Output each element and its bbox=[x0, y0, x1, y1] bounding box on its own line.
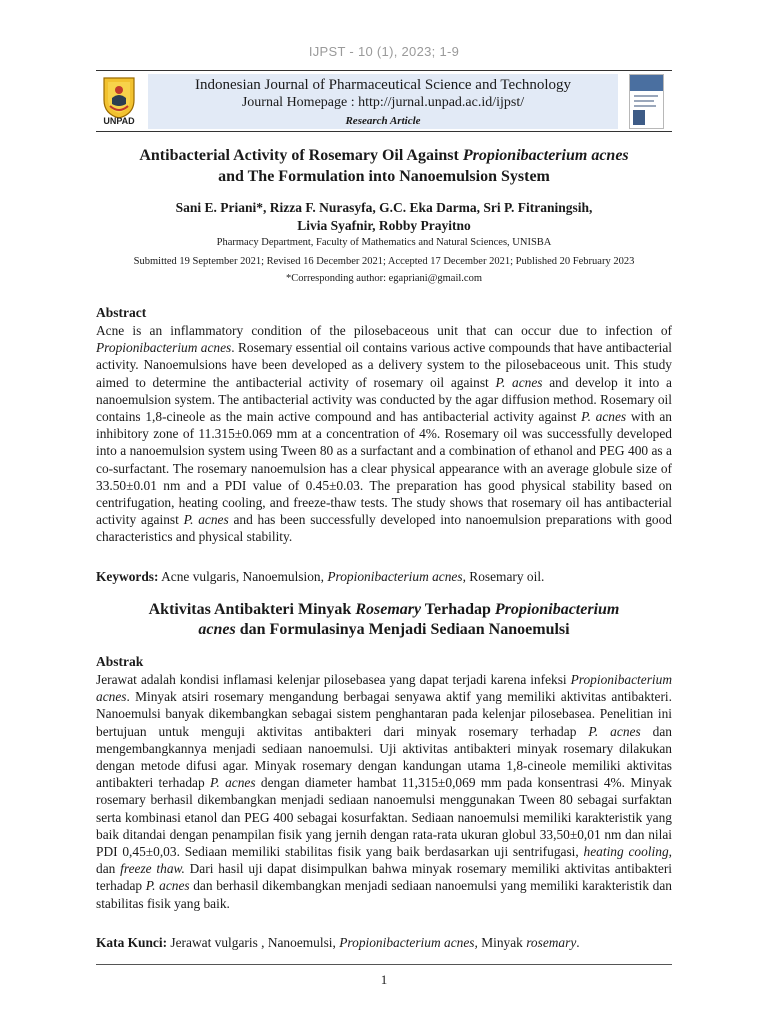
article-type: Research Article bbox=[345, 115, 421, 127]
keywords: Keywords: Acne vulgaris, Nanoemulsion, Propionibacterium acnes, Rosemary oil. bbox=[96, 569, 545, 584]
abstrak-body: Jerawat adalah kondisi inflamasi kelenjar pilosebasea yang dapat terjadi karena infeksi Propionibacterium acnes. Minyak atsiri rosemary mengandung berbagai senyawa aktif yang memiliki aktivitas antibakteri. Nanoemulsi banyak dikembangkan sebagai sistem penghantaran pada kelenjar pilosebasea. Penelitian ini bertujuan untuk menguji aktivitas antibakteri dari minyak rosemary terhadap P. acnes dan mengembangkannya menjadi sediaan nanoemulsi. Uji aktivitas antibakteri minyak rosemary dilakukan dengan metode difusi agar. Minyak rosemary dengan kandungan utama 1,8-cineole memiliki aktivitas antibakteri terhadap P. acnes dengan diameter hambat 11,315±0,069 mm pada konsentrasi 4%. Minyak rosemary berhasil dikembangkan menjadi sediaan nanoemulsi menggunakan Tween 80 sebagai surfaktan serta kombinasi etanol dan PEG 400 sebagai kosurfaktan. Sediaan nanoemulsi memiliki karakteristik yang baik ditandai dengan penampilan fisik yang jernih dengan rata-rata ukuran globul 33,50±0,01 nm dan nilai PDI 0,45±0,03. Sediaan memiliki stabilitas fisik yang baik berdasarkan uji sentrifugasi, heating cooling, dan freeze thaw. Dari hasil uji dapat disimpulkan bahwa minyak rosemary memiliki aktivitas antibakteri terhadap P. acnes dan berhasil dikembangkan menjadi sediaan nanoemulsi yang memiliki karakteristik dan stabilitas fisik yang baik. bbox=[96, 672, 673, 911]
journal-info-box bbox=[148, 74, 618, 129]
abstract-heading: Abstract bbox=[96, 305, 147, 320]
abstract-body: Acne is an inflammatory condition of the pilosebaceous unit that can occur due to infection of Propionibacterium acnes. Rosemary essential oil contains various active compounds that have antibacterial activity. Nanoemulsions have been developed as a delivery system to the pilosebaceous unit. This study aimed to determine the antibacterial activity of rosemary oil against P. acnes and develop it into a nanoemulsion system. The antibacterial activity was conducted by the agar diffusion method. Rosemary oil contains 1,8-cineole as the main active compound and has antibacterial activity against P. acnes with an inhibitory zone of 11.315±0.069 mm at a concentration of 4%. Rosemary oil was successfully developed into a nanoemulsion system using Tween 80 as a surfactant and a combination of ethanol and PEG 400 as a co-surfactant. The rosemary nanoemulsion has a clear physical appearance with an average globule size of 33.50±0.01 nm and a PDI value of 0.45±0.03. The preparation has good physical stability based on centrifugation, heating cooling, and freeze-thaw tests. The study shows that rosemary oil has antibacterial activity against P. acnes and has been successfully developed into nanoemulsion preparations with good characteristics and physical stability. bbox=[96, 323, 673, 545]
journal-cover-thumbnail bbox=[629, 74, 664, 129]
title-text-line2: and The Formulation into Nanoemulsion System bbox=[218, 168, 550, 185]
author-list bbox=[96, 199, 672, 235]
logo-label: UNPAD bbox=[103, 116, 135, 126]
header-top-rule bbox=[96, 70, 672, 71]
footer-rule bbox=[96, 964, 672, 965]
authors-line1: Sani E. Priani*, Rizza F. Nurasyfa, G.C. Eka Darma, Sri P. Fitraningsih, bbox=[175, 200, 593, 215]
abstrak-heading: Abstrak bbox=[96, 654, 144, 669]
page-number: 1 bbox=[380, 972, 388, 987]
journal-homepage: Journal Homepage : http://jurnal.unpad.ac.id/ijpst/ bbox=[241, 95, 525, 110]
running-header: IJPST - 10 (1), 2023; 1-9 bbox=[308, 44, 460, 59]
affiliation: Pharmacy Department, Faculty of Mathematics and Natural Sciences, UNISBA bbox=[216, 237, 552, 248]
title-text: Antibacterial Activity of Rosemary Oil Against bbox=[139, 147, 463, 164]
authors-line2: Livia Syafnir, Robby Prayitno bbox=[297, 218, 471, 233]
header-bottom-rule bbox=[96, 131, 672, 132]
submission-dates: Submitted 19 September 2021; Revised 16 December 2021; Accepted 17 December 2021; Published 20 February 2023 bbox=[133, 256, 635, 267]
corresponding-author: *Corresponding author: egapriani@gmail.com bbox=[286, 273, 482, 284]
indonesian-title: Aktivitas Antibakteri Minyak Rosemary Terhadap Propionibacterium acnes dan Formulasinya Menjadi Sediaan Nanoemulsi bbox=[148, 601, 620, 638]
journal-name: Indonesian Journal of Pharmaceutical Science and Technology bbox=[194, 77, 572, 93]
article-title bbox=[96, 145, 672, 187]
kata-kunci: Kata Kunci: Jerawat vulgaris , Nanoemulsi, Propionibacterium acnes, Minyak rosemary. bbox=[96, 935, 580, 950]
title-species: Propionibacterium acnes bbox=[462, 147, 629, 164]
